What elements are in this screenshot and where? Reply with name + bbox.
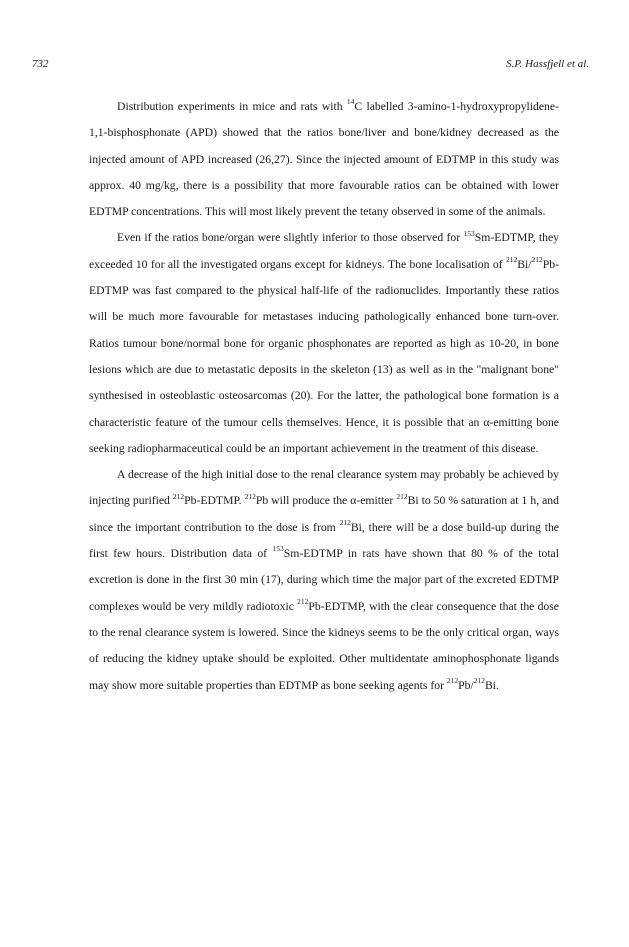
text-run: Sm-EDTMP, they exceeded 10 for all the investigated organs except for kidneys. The bone localisation of (89, 231, 560, 271)
paragraph-3 (89, 462, 559, 699)
text-run: Pb-EDTMP. (184, 494, 245, 508)
superscript: 212 (244, 491, 256, 501)
body-text (89, 94, 559, 699)
text-run: C labelled 3-amino-1-hydroxypropylidene-1,1-bisphosphonate (APD) showed that the ratios bone/liver and bone/kidney decreased as the injected amount of APD increased (26,27). Since the injected amount of EDTMP in this study was approx. 40 mg/kg, there is a possibility that more favourable ratios can be obtained with lower EDTMP concentrations. This will most likely prevent the tetany observed in some of the animals. (89, 100, 559, 219)
superscript: 14 (346, 97, 355, 107)
superscript: 212 (473, 675, 485, 685)
paragraph-1 (89, 94, 559, 225)
running-head: S.P. Hassfjell et al. (506, 58, 589, 70)
text-run: Pb-EDTMP was fast compared to the physical half-life of the radionuclides. Importantly these ratios will be much more favourable for metastases inducing pathologically enhanced bone turn-over. Ratios tumour bone/normal bone for organic phosphonates are reported as high as 10-20, in bone lesions which are due to metastatic deposits in the skeleton (13) as well as in the "malignant bone" synthesised in osteoblastic osteosarcomas (20). For the latter, the pathological bone formation is a characteristic feature of the tumour cells themselves. Hence, it is possible that an α-emitting bone seeking radiopharmaceutical could be an important achievement in the treatment of this disease. (89, 257, 559, 455)
superscript: 212 (339, 517, 351, 527)
superscript: 212 (172, 491, 185, 501)
text-run: Bi, there will be a dose build-up during the first few hours. Distribution data of (89, 520, 559, 561)
superscript: 212 (505, 254, 518, 264)
text-run: Sm-EDTMP in rats have shown that 80 % of the total excretion is done in the first 30 min (17), during which time the major part of the excreted EDTMP complexes would be very mildly radiotoxic (89, 547, 559, 613)
paragraph-2 (89, 225, 559, 462)
text-run: Bi/ (517, 257, 532, 271)
superscript: 212 (446, 675, 459, 685)
text-run: Distribution experiments in mice and rats with (117, 100, 347, 113)
superscript: 153 (463, 228, 475, 238)
text-run: Pb-EDTMP, with the clear consequence that the dose to the renal clearance system is lowered. Since the kidneys seems to be the only critical organ, ways of reducing the kidney uptake should be exploited. Other multidentate aminophosphonate ligands may show more suitable properties than EDTMP as bone seeking agents for (89, 599, 559, 692)
page-number: 732 (32, 58, 49, 70)
text-run: Pb/ (458, 678, 474, 692)
superscript: 153 (272, 544, 284, 554)
superscript: 212 (396, 491, 408, 501)
page-header (32, 58, 597, 74)
text-run: Pb will produce the α-emitter (255, 494, 397, 508)
superscript: 212 (297, 596, 309, 606)
text-run: Bi. (485, 678, 499, 692)
text-run: Bi to 50 % saturation at 1 h, and since the important contribution to the dose is from (89, 494, 559, 534)
superscript: 212 (531, 254, 543, 264)
text-run: Even if the ratios bone/organ were slightly inferior to those observed for (117, 231, 464, 245)
text-run: A decrease of the high initial dose to the renal clearance system may probably be achieved by injecting purified (89, 468, 559, 508)
